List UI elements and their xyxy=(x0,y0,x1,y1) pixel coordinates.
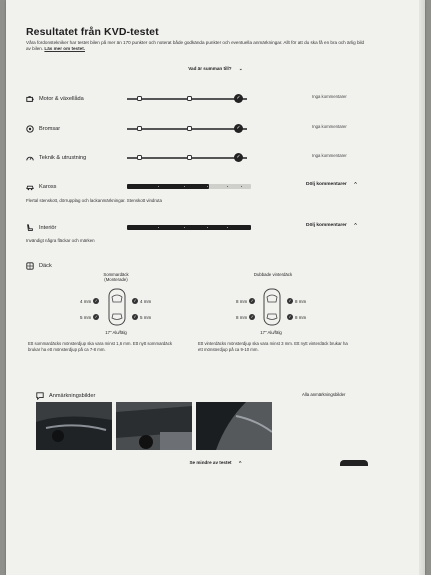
summer-tyre-note: Ett sommardäcks mönsterdjup ska vara minst 1,6 mm. Ett nytt sommardäck brukar ha ett mönsterdjup på ca 7-8 mm. xyxy=(28,341,172,352)
summer-right-front: ✓ 4 mm xyxy=(133,298,152,304)
page-edge xyxy=(419,0,425,575)
category-brakes: Bromsar xyxy=(26,125,60,133)
winter-right-front: ✓ 8 mm xyxy=(288,298,307,304)
engine-comment-action[interactable]: Inga kommentarer xyxy=(312,94,347,99)
body-comment: Flertal stenskott, dörrupplag och lackanmärkningar. Stenskott vindruta xyxy=(26,198,162,203)
summer-left-front: 4 mm ✓ xyxy=(80,298,98,304)
brakes-rating-slider xyxy=(127,126,247,132)
check-icon: ✓ xyxy=(234,94,243,103)
winter-left-front: 8 mm ✓ xyxy=(236,298,254,304)
interior-comment: Invändigt några fläckar och märken xyxy=(26,238,95,243)
tech-rating-slider xyxy=(127,155,247,161)
body-comment-action[interactable]: Dölj kommentarer ^ xyxy=(306,182,357,187)
remark-photo-3[interactable] xyxy=(196,402,272,450)
category-body: Kaross xyxy=(26,183,56,191)
check-icon: ✓ xyxy=(133,298,137,303)
winter-left-rear: 8 mm ✓ xyxy=(236,314,254,320)
category-tech: Teknik & utrustning xyxy=(26,154,86,162)
interior-rating-bar xyxy=(127,225,251,230)
interior-comment-action[interactable]: Dölj kommentarer ^ xyxy=(306,223,357,228)
check-icon: ✓ xyxy=(234,124,243,133)
gauge-icon xyxy=(26,154,34,162)
chat-icon xyxy=(36,392,44,400)
check-icon: ✓ xyxy=(234,153,243,162)
winter-right-rear: ✓ 8 mm xyxy=(288,314,307,320)
chevron-up-icon: ^ xyxy=(238,460,242,465)
car-body-icon xyxy=(26,183,34,191)
remark-photo-2[interactable] xyxy=(116,402,192,450)
remark-photo-1[interactable] xyxy=(36,402,112,450)
summer-tyres-title: Sommardäck (Monterade) xyxy=(103,272,129,282)
category-engine: Motor & växellåda xyxy=(26,95,84,103)
summer-car-icon xyxy=(106,287,128,327)
check-icon: ✓ xyxy=(288,314,292,319)
chevron-up-icon: ^ xyxy=(354,182,357,187)
chevron-down-icon: ⌄ xyxy=(238,66,243,71)
check-icon: ✓ xyxy=(94,298,98,303)
remarks-section: Anmärkningsbilder xyxy=(36,392,95,400)
check-icon: ✓ xyxy=(250,298,254,303)
show-less-link[interactable]: Se mindre av testet ^ xyxy=(189,460,242,465)
assessment-link[interactable]: Vad är summan till? ⌄ xyxy=(188,66,243,71)
page-title: Resultatet från KVD-testet xyxy=(26,26,159,38)
body-rating-fill xyxy=(127,184,209,189)
summer-left-rear: 5 mm ✓ xyxy=(80,314,98,320)
tech-comment-action[interactable]: Inga kommentarer xyxy=(312,153,347,158)
seat-icon xyxy=(26,224,34,232)
body-rating-bar xyxy=(127,184,251,189)
tyre-icon xyxy=(26,262,34,270)
chevron-up-icon: ^ xyxy=(354,223,357,228)
summer-rim: 17" Alu/fälg xyxy=(105,330,127,335)
check-icon: ✓ xyxy=(288,298,292,303)
winter-tyre-note: Ett vinterdäcks mönsterdjup ska vara minst 3 mm. Ett nytt vinterdäck brukar ha ett mönsterdjup på ca 9-10 mm. xyxy=(198,341,348,352)
floating-button[interactable] xyxy=(340,460,368,466)
tyres-section: Däck xyxy=(26,262,52,270)
winter-rim: 17" Alu/fälg xyxy=(260,330,282,335)
read-more-link[interactable]: Läs mer om testet. xyxy=(44,46,85,52)
brake-icon xyxy=(26,125,34,133)
winter-tyres-title: Dubbade vinterdäck xyxy=(253,272,293,277)
all-remark-images-link[interactable]: Alla anmärkningsbilder xyxy=(302,392,346,397)
document-page xyxy=(6,0,425,575)
brakes-comment-action[interactable]: Inga kommentarer xyxy=(312,124,347,129)
winter-car-icon xyxy=(261,287,283,327)
engine-rating-slider xyxy=(127,96,247,102)
category-interior: Interiör xyxy=(26,224,56,232)
engine-icon xyxy=(26,95,34,103)
summer-right-rear: ✓ 5 mm xyxy=(133,314,152,320)
check-icon: ✓ xyxy=(133,314,137,319)
intro-text: Våra fordonstekniker har testet bilen på mer än 170 punkter och noterat både godkända punkter och eventuella anmärkningar. Allt för att du ska få en bra och ärlig bild av bilen. Läs mer om testet. xyxy=(26,40,365,52)
check-icon: ✓ xyxy=(94,314,98,319)
check-icon: ✓ xyxy=(250,314,254,319)
